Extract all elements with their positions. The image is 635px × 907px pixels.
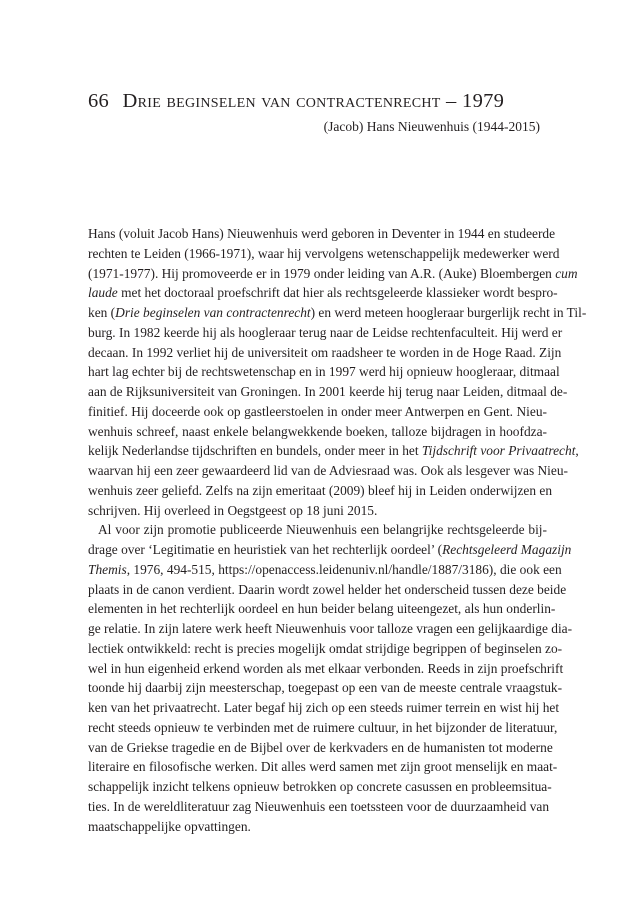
- paragraph-1: [88, 224, 587, 520]
- text-line: elementen in het rechterlijk oordeel en hun beider belang uiteengezet, als hun onderlin-: [88, 601, 556, 617]
- text-line: decaan. In 1992 verliet hij de universiteit om raadsheer te worden in de Hoge Raad. Zijn: [88, 344, 562, 360]
- text-line: rechten te Leiden (1966-1971), waar hij vervolgens wetenschappelijk medewerker werd: [88, 245, 560, 261]
- text-line: wenhuis zeer geliefd. Zelfs na zijn emeritaat (2009) bleef hij in Leiden onderwijzen en: [88, 482, 553, 498]
- text-line: ken van het privaatrecht. Later begaf hij zich op een steeds ruimer terrein en wist hij het: [88, 700, 560, 715]
- chapter-title: Drie beginselen van contractenrecht – 1979: [122, 90, 505, 112]
- text-line: ties. In de wereldliteratuur zag Nieuwenhuis een toetssteen voor de duurzaamheid van: [88, 798, 550, 814]
- text-line: ken (Drie beginselen van contractenrecht) en werd meteen hoogleraar burgerlijk recht in Til-: [88, 305, 587, 320]
- text-line: laude met het doctoraal proefschrift dat hier als rechtsgeleerde klassieker wordt bespro-: [88, 285, 558, 301]
- text-line: schappelijk inzicht telkens opnieuw betrokken op concrete casussen en probleemsitua-: [88, 779, 552, 794]
- text-line: waarvan hij een zeer gewaardeerd lid van de Adviesraad was. Ook als lesgever was Nieu-: [88, 463, 568, 478]
- text-line: wel in hun eigenheid erkend worden als met elkaar verbonden. Reeds in zijn proefschrift: [88, 660, 564, 676]
- text-line: kelijk Nederlandse tijdschriften en bundels, onder meer in het Tijdschrift voor Privaatrecht,: [88, 443, 579, 459]
- text-line: hart lag echter bij de rechtswetenschap en in 1997 werd hij opnieuw hoogleraar, ditmaal: [88, 364, 560, 380]
- text-line: burg. In 1982 keerde hij als hoogleraar terug naar de Leidse rechtenfaculteit. Hij werd er: [88, 324, 563, 340]
- text-line: literaire en filosofische werken. Dit alles werd samen met zijn groot menselijk en maat-: [88, 759, 558, 775]
- text-line: schrijven. Hij overleed in Oegstgeest op 18 juni 2015.: [88, 502, 378, 518]
- text-line: van de Griekse tragedie en de Bijbel over de kerkvaders en de humanisten tot moderne: [88, 739, 553, 755]
- page-number: 66: [88, 90, 110, 112]
- text-line: maatschappelijke opvattingen.: [88, 818, 251, 834]
- text-line: lectiek ontwikkeld: recht is precies mogelijk omdat strijdige begrippen of beginselen zo-: [88, 640, 563, 656]
- text-line: Hans (voluit Jacob Hans) Nieuwenhuis werd geboren in Deventer in 1944 en studeerde: [88, 226, 556, 241]
- text-line: ge relatie. In zijn latere werk heeft Nieuwenhuis voor talloze vragen een gelijkaardige dia-: [88, 621, 573, 636]
- text-line: toonde hij daarbij zijn meesterschap, toegepast op een van de meeste centrale vraagstuk-: [88, 680, 563, 696]
- text-line: drage over ‘Legitimatie en heuristiek van het rechterlijk oordeel’ (Rechtsgeleerd Magazijn: [88, 542, 572, 557]
- chapter-heading: [88, 90, 504, 113]
- text-line: plaats in de canon verdient. Daarin wordt zowel helder het onderscheid tussen deze beide: [88, 581, 567, 597]
- text-line: Themis, 1976, 494-515, https://openaccess.leidenuniv.nl/handle/1887/3186), die ook een: [88, 561, 562, 577]
- text-line: recht steeds opnieuw te verbinden met de ruimere cultuur, in het bijzonder de literatuur,: [88, 719, 558, 735]
- paragraph-2: [88, 520, 573, 836]
- text-line: finitief. Hij doceerde ook op gastleerstoelen in onder meer Antwerpen en Gent. Nieu-: [88, 403, 547, 419]
- text-line: (1971-1977). Hij promoveerde er in 1979 onder leiding van A.R. (Auke) Bloembergen cum: [88, 265, 578, 281]
- text-line: wenhuis schreef, naast enkele belangwekkende boeken, talloze bijdragen in hoofdza-: [88, 423, 547, 439]
- author-line: (Jacob) Hans Nieuwenhuis (1944-2015): [323, 119, 540, 134]
- text-line: aan de Rijksuniversiteit van Groningen. In 2001 keerde hij terug naar Leiden, ditmaal de-: [88, 384, 568, 399]
- text-line: Al voor zijn promotie publiceerde Nieuwenhuis een belangrijke rechtsgeleerde bij-: [98, 522, 547, 538]
- body-text: [88, 224, 587, 836]
